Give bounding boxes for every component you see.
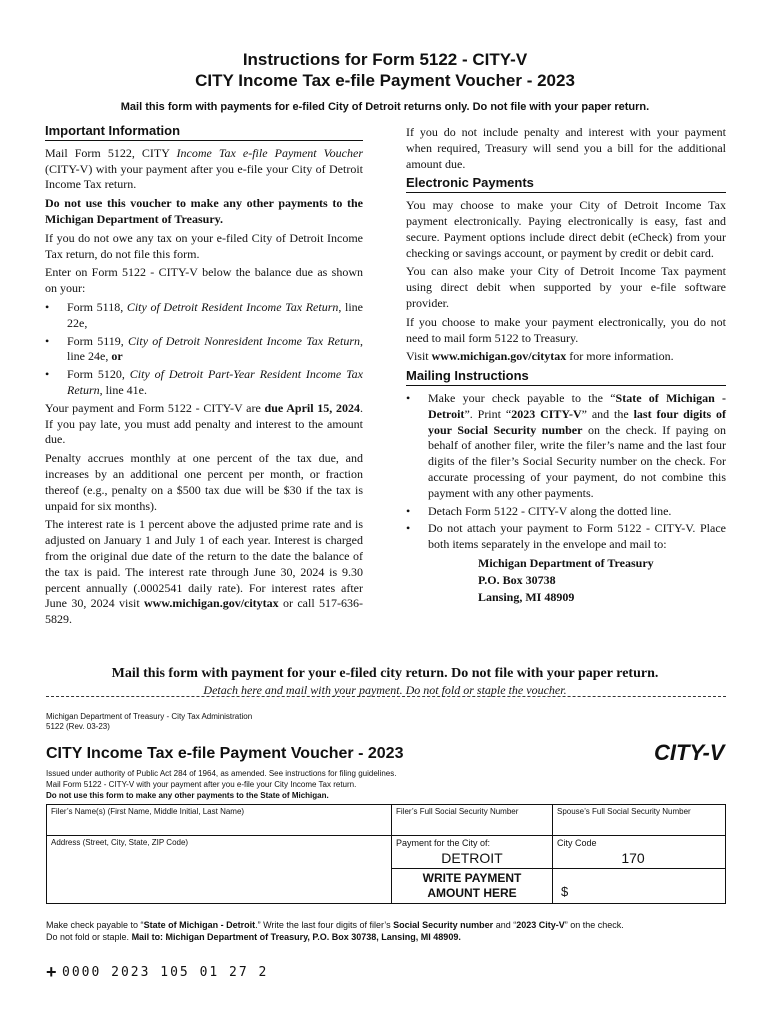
mailing-address: Michigan Department of Treasury P.O. Box 30738 Lansing, MI 48909 — [478, 555, 654, 604]
electronic-p4: Visit www.michigan.gov/citytax for more information. — [406, 349, 674, 364]
important-p1: Mail Form 5122, CITY Income Tax e-file Payment Voucher (CITY-V) with your payment after you e-file your City of Detroit Income Tax return. — [45, 145, 364, 192]
right-column — [406, 125, 726, 606]
dollar-sign: $ — [561, 884, 569, 899]
important-p7: The interest rate is 1 percent above the adjusted prime rate and is adjusted on January 1 and July 1 of each year. Interest is charged from the original due date of the return to the date the balance of the tax is paid. The interest rate through June 30, 2024 is 9.30 percent annually (.0002541 daily rate). For interest rates after June 30, 2024 visit www.michigan.gov/citytax or call 517-636-5829. — [45, 517, 364, 627]
voucher-title: CITY Income Tax e-file Payment Voucher - 2023 — [46, 745, 404, 762]
page-subtitle: CITY Income Tax e-file Payment Voucher - 2023 — [195, 71, 575, 90]
right-p0: If you do not include penalty and interest with your payment when required, Treasury will send you a bill for the additional amount due. — [406, 125, 726, 171]
city-code-label: City Code — [557, 838, 597, 848]
list-item: • Form 5120, City of Detroit Part-Year Resident Income Tax Return, line 41e. — [45, 367, 363, 397]
list-item: • Form 5118, City of Detroit Resident Income Tax Return, line 22e, — [45, 299, 364, 330]
filer-ssn-label: Filer’s Full Social Security Number — [396, 807, 519, 816]
page-title: Instructions for Form 5122 - CITY-V — [242, 50, 528, 69]
city-code-field — [552, 835, 726, 869]
payment-city-label: Payment for the City of: — [396, 838, 491, 848]
agency-label: Michigan Department of Treasury - City Tax Administration — [46, 712, 253, 721]
revision-label: 5122 (Rev. 03-23) — [46, 722, 110, 731]
mailing-heading: Mailing Instructions — [406, 368, 726, 386]
filer-ssn-field[interactable] — [391, 804, 553, 836]
plus-icon: + — [46, 962, 57, 982]
check-instruction: Make check payable to “State of Michigan - Detroit.” Write the last four digits of filer’s Social Security number and “2023 City-V” on the check. — [46, 920, 624, 930]
important-heading: Important Information — [45, 123, 363, 141]
payment-amount-field[interactable] — [552, 868, 726, 904]
list-item: • Do not attach your payment to Form 5122 - CITY-V. Place both items separately in the envelope and mail to: — [406, 521, 726, 552]
electronic-p1: You may choose to make your City of Detroit Income Tax payment electronically. Paying electronically is easy, fast and secure. Payment options include direct debit (eCheck) from your checking or savings account, or payment by credit or debit card. — [406, 198, 726, 260]
important-p2: Do not use this voucher to make any other payments to the Michigan Department of Treasury. — [45, 196, 363, 226]
filer-name-label: Filer’s Name(s) (First Name, Middle Initial, Last Name) — [51, 807, 245, 816]
electronic-heading: Electronic Payments — [406, 175, 726, 193]
detach-note: Detach here and mail with your payment. Do not fold or staple the voucher. — [203, 683, 567, 697]
electronic-p3: If you choose to make your payment electronically, you do not need to mail form 5122 to Treasury. — [406, 314, 726, 345]
filer-name-field[interactable] — [46, 804, 392, 836]
important-p6: Penalty accrues monthly at one percent of the tax due, and increases by an additional one percent per month, or fraction thereof (e.g., penalty on a $500 tax due will be $30 if the tax is unpaid for six months). — [45, 451, 363, 513]
mail-note: Mail this form with payments for e-filed City of Detroit returns only. Do not file with your paper return. — [120, 101, 650, 113]
authority-line: Issued under authority of Public Act 284 of 1964, as amended. See instructions for filing guidelines. — [46, 769, 397, 778]
address-label: Address (Street, City, State, ZIP Code) — [51, 838, 189, 847]
payment-city-value: DETROIT — [441, 850, 503, 866]
write-amount-label: WRITE PAYMENT AMOUNT HERE — [391, 868, 553, 904]
separator-mail-note: Mail this form with payment for your e-filed city return. Do not file with your paper return. — [111, 666, 659, 681]
spouse-ssn-field[interactable] — [552, 804, 726, 836]
payment-city-field — [391, 835, 553, 869]
mailing-footer: Do not fold or staple. Mail to: Michigan Department of Treasury, P.O. Box 30738, Lansing, MI 48909. — [46, 932, 461, 942]
mail-instruction: Mail Form 5122 - CITY-V with your payment after you e-file your City Income Tax return. — [46, 780, 357, 789]
city-code-value: 170 — [621, 850, 645, 866]
electronic-p2: You can also make your City of Detroit Income Tax payment using direct debit when supported by your e-file software provider. — [406, 264, 726, 310]
list-item: • Make your check payable to the “State of Michigan - Detroit”. Print “2023 CITY-V” and the last four digits of your Social Security number on the check. If paying on behalf of another filer, write the filer’s name and the last four digits of the filer’s Social Security number on the check. For accurate processing of your payment, do not combine this payment with any other payments. — [406, 390, 727, 500]
warning-line: Do not use this form to make any other payments to the State of Michigan. — [46, 791, 329, 800]
important-information-section — [45, 123, 363, 631]
form-code: CITY-V — [654, 740, 725, 765]
important-p5: Your payment and Form 5122 - CITY-V are due April 15, 2024. If you pay late, you must add penalty and interest to the amount due. — [45, 400, 363, 447]
address-field[interactable] — [46, 835, 392, 904]
important-p3: If you do not owe any tax on your e-filed City of Detroit Income Tax return, do not file this form. — [45, 230, 363, 261]
important-p4: Enter on Form 5122 - CITY-V below the balance due as shown on your: — [45, 265, 363, 296]
list-item: • Form 5119, City of Detroit Nonresident Income Tax Return, line 24e, or — [45, 333, 363, 364]
scanline-code: 0000 2023 105 01 27 2 — [62, 965, 269, 980]
list-item: • Detach Form 5122 - CITY-V along the dotted line. — [406, 503, 672, 518]
spouse-ssn-label: Spouse’s Full Social Security Number — [557, 807, 691, 816]
